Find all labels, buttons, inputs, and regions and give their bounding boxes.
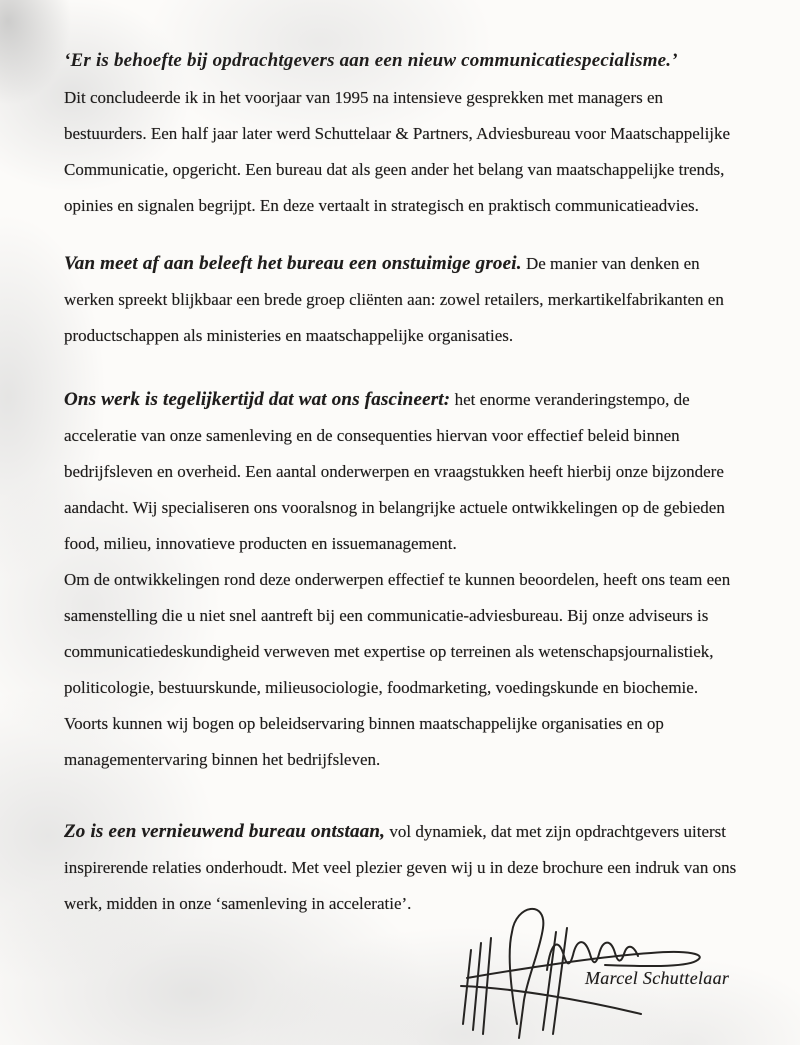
fascinatie-lead: Ons werk is tegelijkertijd dat wat ons fascineert: — [64, 389, 451, 410]
groei-lead: Van meet af aan beleeft het bureau een onstuimige groei. — [64, 253, 522, 274]
signature-block — [64, 926, 742, 1045]
section-intro — [64, 42, 742, 224]
intro-heading: ‘Er is behoefte bij opdrachtgevers aan een nieuw communicatiespecialisme.’ — [64, 50, 678, 71]
groei-paragraph — [64, 246, 742, 354]
slot-lead: Zo is een vernieuwend bureau ontstaan, — [64, 821, 386, 842]
intro-body: Dit concludeerde ik in het voorjaar van 1995 na intensieve gesprekken met managers en bestuurders. Een half jaar later werd Schuttelaar & Partners, Adviesbureau voor Maatschappelijke Communicatie, opgericht. Een bureau dat als geen ander het belang van maatschappelijke trends, opinies en signalen begrijpt. En deze vertaalt in strategisch en praktisch communicatieadvies. — [64, 88, 731, 215]
section-groei — [64, 246, 742, 354]
fascinatie-body2: Om de ontwikkelingen rond deze onderwerpen effectief te kunnen beoordelen, heeft ons team een samenstelling die u niet snel aantreft bij een communicatie-adviesbureau. Bij onze adviseurs is communicatiedeskundigheid verweven met expertise op terreinen als wetenschapsjournalistiek, politicologie, bestuurskunde, milieusociologie, foodmarketing, voedingskunde en biochemie. Voorts kunnen wij bogen op beleidservaring binnen maatschappelijke organisaties en op managementervaring binnen het bedrijfsleven. — [64, 570, 731, 769]
fascinatie-body: het enorme veranderingstempo, de acceleratie van onze samenleving en de consequenties hiervan voor effectief beleid binnen bedrijfsleven en overheid. Een aantal onderwerpen en vraagstukken heeft hierbij onze bijzondere aandacht. Wij specialiseren ons vooralsnog in belangrijke actuele ontwikkelingen op de gebieden food, milieu, innovatieve producten en issuemanagement. — [64, 390, 725, 553]
section-fascinatie — [64, 382, 742, 778]
fascinatie-paragraph — [64, 382, 742, 562]
slot-body: vol dynamiek, dat met zijn opdrachtgevers uiterst inspirerende relaties onderhoudt. Met veel plezier geven wij u in deze brochure een indruk van ons werk, midden in onze ‘samenleving in acceleratie’. — [64, 822, 737, 913]
groei-body: De manier van denken en werken spreekt blijkbaar een brede groep cliënten aan: zowel retailers, merkartikelfabrikanten en productschappen als ministeries en maatschappelijke organisaties. — [64, 254, 724, 345]
signatory-name: Marcel Schuttelaar — [585, 968, 730, 988]
